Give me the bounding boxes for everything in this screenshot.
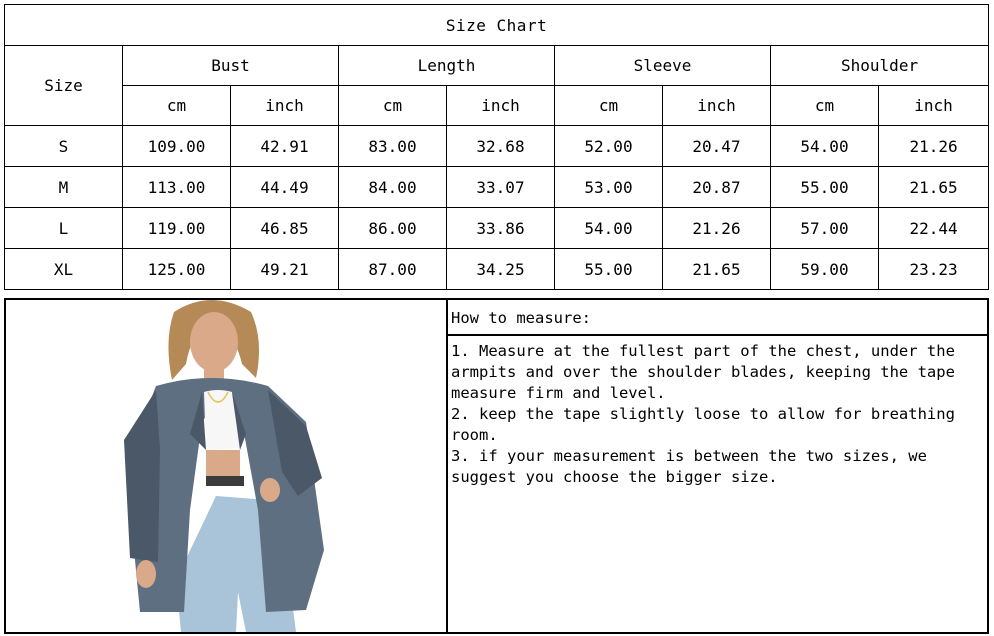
size-column-header: Size: [5, 46, 123, 126]
table-row: [5, 167, 989, 208]
size-label: S: [5, 126, 123, 167]
table-cell: 87.00: [339, 249, 447, 290]
measure-step: 2. keep the tape slightly loose to allow for breathing room.: [451, 405, 955, 444]
left-sleeve: [124, 390, 160, 562]
left-hand: [136, 560, 156, 588]
table-cell: 52.00: [555, 126, 663, 167]
table-cell: 57.00: [771, 208, 879, 249]
table-cell: 55.00: [771, 167, 879, 208]
shoulder-header: Shoulder: [771, 46, 989, 86]
belt: [206, 476, 244, 486]
table-row: [5, 208, 989, 249]
sleeve-header: Sleeve: [555, 46, 771, 86]
unit-header: inch: [663, 86, 771, 126]
unit-header: inch: [447, 86, 555, 126]
size-chart-table: [4, 4, 989, 290]
table-cell: 21.65: [879, 167, 989, 208]
table-cell: 23.23: [879, 249, 989, 290]
table-cell: 125.00: [123, 249, 231, 290]
table-cell: 21.26: [879, 126, 989, 167]
product-photo: [4, 298, 448, 634]
bust-header: Bust: [123, 46, 339, 86]
unit-header: cm: [339, 86, 447, 126]
table-cell: 33.07: [447, 167, 555, 208]
table-cell: 113.00: [123, 167, 231, 208]
table-row: [5, 126, 989, 167]
table-cell: 55.00: [555, 249, 663, 290]
table-cell: 32.68: [447, 126, 555, 167]
how-to-measure-panel: [446, 298, 989, 634]
table-cell: 49.21: [231, 249, 339, 290]
table-cell: 20.47: [663, 126, 771, 167]
table-cell: 109.00: [123, 126, 231, 167]
table-cell: 33.86: [447, 208, 555, 249]
table-cell: 22.44: [879, 208, 989, 249]
table-cell: 46.85: [231, 208, 339, 249]
how-to-measure-title: How to measure:: [447, 300, 987, 336]
how-to-measure-steps: [447, 336, 987, 488]
table-row: [5, 249, 989, 290]
table-cell: 119.00: [123, 208, 231, 249]
midriff: [206, 450, 240, 476]
size-label: XL: [5, 249, 123, 290]
right-hand: [260, 478, 280, 502]
table-cell: 20.87: [663, 167, 771, 208]
measure-step: 1. Measure at the fullest part of the chest, under the armpits and over the shoulder blades, keeping the tape measure firm and level.: [451, 342, 955, 402]
table-cell: 42.91: [231, 126, 339, 167]
unit-header: cm: [555, 86, 663, 126]
table-cell: 21.65: [663, 249, 771, 290]
table-cell: 54.00: [771, 126, 879, 167]
table-cell: 34.25: [447, 249, 555, 290]
table-cell: 54.00: [555, 208, 663, 249]
table-cell: 84.00: [339, 167, 447, 208]
unit-header: cm: [123, 86, 231, 126]
unit-header: cm: [771, 86, 879, 126]
size-label: M: [5, 167, 123, 208]
model-illustration: [6, 300, 447, 632]
length-header: Length: [339, 46, 555, 86]
table-cell: 44.49: [231, 167, 339, 208]
table-cell: 53.00: [555, 167, 663, 208]
table-cell: 83.00: [339, 126, 447, 167]
table-cell: 59.00: [771, 249, 879, 290]
unit-header: inch: [231, 86, 339, 126]
table-cell: 21.26: [663, 208, 771, 249]
size-label: L: [5, 208, 123, 249]
chart-title: Size Chart: [5, 5, 989, 46]
unit-header: inch: [879, 86, 989, 126]
face: [190, 312, 238, 372]
table-cell: 86.00: [339, 208, 447, 249]
measure-step: 3. if your measurement is between the two sizes, we suggest you choose the bigger size.: [451, 447, 927, 486]
